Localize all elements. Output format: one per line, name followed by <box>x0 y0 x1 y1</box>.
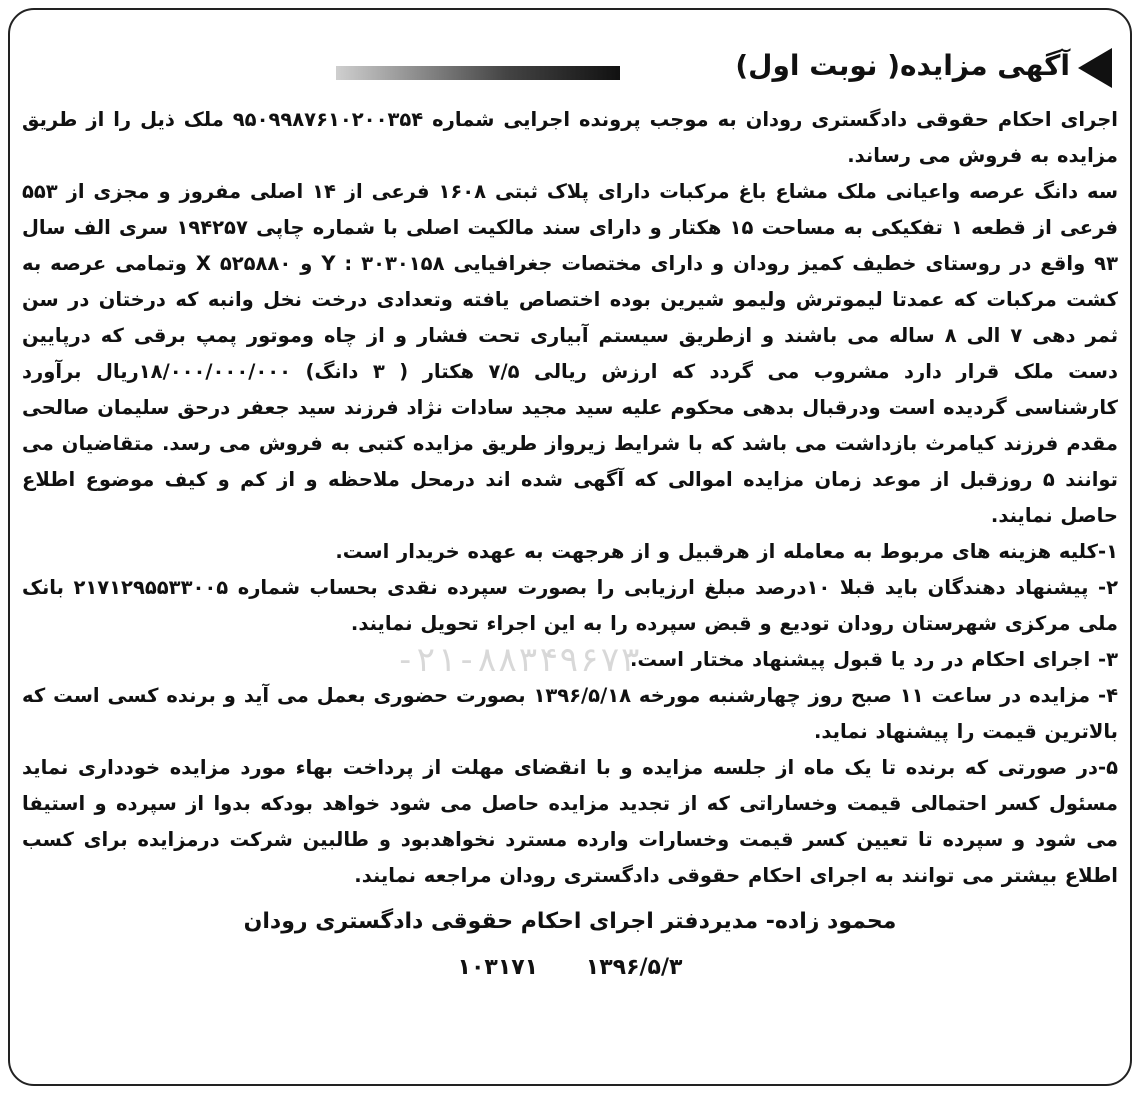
watermark-phone: -۲۱-۸۸۳۴۹۶۷۳ <box>395 640 641 680</box>
condition-item: ۱-کلیه هزینه های مربوط به معامله از هرقبیل و از هرجهت به عهده خریدار است. <box>335 540 1118 563</box>
notice-date: ۱۳۹۶/۵/۳ <box>585 955 683 980</box>
signature-line: محمود زاده- مدیردفتر اجرای احکام حقوقی دادگستری رودان <box>243 909 897 934</box>
reference-number: ۱۰۳۱۷۱ <box>457 955 539 980</box>
title-decoration-bar <box>336 66 620 80</box>
condition-item: ۴- مزایده در ساعت ۱۱ صبح روز چهارشنبه مورخه ۱۳۹۶/۵/۱۸ بصورت حضوری بعمل می آید و برنده کسی است که بالاترین قیمت را پیشنهاد نماید. <box>22 684 1118 743</box>
notice-header <box>22 18 1118 102</box>
condition-item: ۵-در صورتی که برنده تا یک ماه از جلسه مزایده و با انقضای مهلت از پرداخت بهاء مورد مزایده خودداری نماید مسئول کسر احتمالی قیمت وخساراتی که از تجدید مزایده حاصل می شود خواهد بودکه بدوا از سپرده و استیفا می شود و سپرده تا تعیین کسر قیمت وخسارات وارده مسترد نخواهدبود و طالبین شرکت درمزایده برای کسب اطلاع بیشتر می توانند به اجرای احکام حقوقی دادگستری رودان مراجعه نمایند. <box>22 756 1118 887</box>
notice-title: آگهی مزایده( نوبت اول) <box>735 49 1070 82</box>
property-description-paragraph: سه دانگ عرصه واعیانی ملک مشاع باغ مرکبات دارای پلاک ثبتی ۱۶۰۸ فرعی از ۱۴ اصلی مفروز و مجزی از ۵۵۳ فرعی از قطعه ۱ تفکیکی به مساحت ۱۵ هکتار و دارای سند مالکیت اصلی با شماره چاپی ۱۹۴۲۵۷ سری الف سال ۹۳ واقع در روستای خطیف کمیز رودان و دارای مختصات جغرافیایی ۳۰۳۰۱۵۸ : Y و ۵۲۵۸۸۰ X وتمامی عرصه به کشت مرکبات که عمدتا لیموترش ولیمو شیرین بوده اختصاص یافته وتعدادی درخت نخل وانبه که درختان در سن ثمر دهی ۷ الی ۸ ساله می باشند و ازطریق سیستم آبیاری تحت فشار و از چاه وموتور پمپ برقی که درپایین دست ملک قرار دارد مشروب می گردد که ارزش ریالی ۷/۵ هکتار ( ۳ دانگ) ۱۸/۰۰۰/۰۰۰/۰۰۰ریال برآورد کارشناسی گردیده است ودرقبال بدهی محکوم علیه سید مجید سادات نژاد فرزند سید جعفر درحق سلیمان صالحی مقدم فرزند کیامرث بازداشت می باشد که با شرایط زیرواز طریق مزایده کتبی به فروش می رسد. متقاضیان می توانند ۵ روزقبل از موعد زمان مزایده اموالی که آگهی شده اند درمحل ملاحظه و از کم و کیف موضوع اطلاع حاصل نمایند. <box>22 180 1119 527</box>
condition-item: ۲- پیشنهاد دهندگان باید قبلا ۱۰درصد مبلغ ارزیابی را بصورت سپرده نقدی بحساب شماره ۲۱۷۱۲۹۵۵۳۳۰۰۵ بانک ملی مرکزی شهرستان رودان تودیع و قبض سپرده را به این اجراء تحویل نمایند. <box>22 576 1118 635</box>
intro-paragraph: اجرای احکام حقوقی دادگستری رودان به موجب پرونده اجرایی شماره ۹۵۰۹۹۸۷۶۱۰۲۰۰۳۵۴ ملک ذیل را از طریق مزایده به فروش می رساند. <box>22 108 1118 167</box>
notice-content <box>22 18 1118 1078</box>
title-arrow-icon <box>1078 48 1112 88</box>
notice-body <box>22 102 1118 894</box>
condition-item: ۳- اجرای احکام در رد یا قبول پیشنهاد مختار است. <box>629 648 1118 671</box>
notice-footer <box>22 948 1118 988</box>
